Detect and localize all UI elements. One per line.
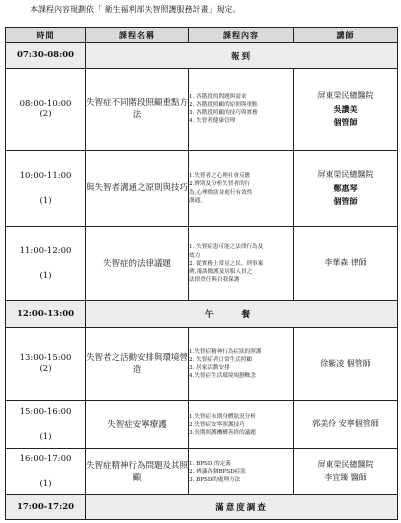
time-cell	[6, 68, 86, 150]
course-content	[189, 68, 294, 150]
table-row	[6, 150, 398, 227]
speaker-line: 郭美伶 安寧個管師	[312, 419, 379, 429]
content-line: 1. 各階段的問題與需求	[189, 94, 247, 101]
content-line: 2.辨別及分析失智者的行	[189, 181, 251, 188]
speaker-line: 徐紫凌 個管師	[320, 358, 371, 368]
content-line: 4. 失智者健康管理	[189, 118, 236, 125]
span-cell: 滿意度調查	[86, 495, 398, 520]
speaker-cell	[294, 227, 398, 301]
speaker-line: 李宜臻 醫師	[324, 472, 367, 482]
content-line: 例,淺談醫護及居服人員之	[189, 268, 253, 275]
content-line: 3. 各階段照顧的技巧與實務	[189, 110, 258, 117]
time-cell: 12:00-13:00	[6, 301, 86, 328]
course-content	[189, 449, 294, 495]
time-range: 15:00-16:00	[19, 407, 72, 418]
content-line: 1.失智症精神行為症狀的照護	[189, 348, 262, 355]
time-range: 10:00-11:00	[19, 170, 72, 181]
schedule-table	[5, 27, 398, 520]
content-line: 效力	[189, 252, 201, 259]
course-title: 失智症精神行為問題及其照顧	[86, 449, 189, 495]
time-cell	[6, 327, 86, 401]
speaker-line: 屏東榮民總醫院	[317, 170, 374, 180]
table-row	[6, 495, 398, 520]
course-title: 失智症的法律議題	[86, 227, 189, 301]
content-line: 1.失智者之心理社會反應	[189, 173, 251, 180]
course-content	[189, 227, 294, 301]
time-hours: (1)	[39, 478, 52, 489]
content-line: 1. BPSD 的定義	[189, 460, 231, 467]
span-cell: 報到	[86, 43, 398, 69]
table-row	[6, 449, 398, 495]
time-hours: (1)	[39, 431, 52, 442]
content-line: 2.失智症安寧照護技巧	[189, 421, 245, 428]
course-title: 失智者之活動安排與環境營造	[86, 327, 189, 401]
content-line: 法律責任與自我保護	[189, 276, 240, 283]
content-line: 2. 失智症者日常生活照顧	[189, 356, 253, 363]
content-line: 為,心理徵狀並進行有效性	[189, 189, 253, 196]
time-hours: (2)	[39, 363, 52, 374]
time-hours: (1)	[39, 270, 52, 281]
time-hours: (2)	[39, 109, 52, 120]
speaker-line: 屏東榮民總醫院	[317, 460, 374, 470]
content-line: 溝通。	[189, 197, 206, 204]
content-line: 1. 失智症患可能之法律行為及	[189, 244, 264, 251]
course-content	[189, 327, 294, 401]
speaker-line: 個管師	[333, 116, 358, 127]
speaker-line: 個管師	[333, 195, 358, 206]
table-row	[6, 301, 398, 328]
table-row	[6, 227, 398, 301]
speaker-line: 鄭惠琴	[333, 183, 358, 194]
header-speaker: 講師	[294, 28, 398, 43]
speaker-cell	[294, 68, 398, 150]
speaker-cell	[294, 401, 398, 449]
course-content	[189, 150, 294, 227]
speaker-cell	[294, 449, 398, 495]
table-header-row	[6, 28, 398, 43]
time-cell	[6, 401, 86, 449]
time-range: 11:00-12:00	[19, 246, 72, 257]
speaker-cell	[294, 327, 398, 401]
regulation-note: 本課程內容規劃依「 衛生福利部失智照護服務計畫」規定。	[30, 5, 241, 14]
content-line: 2. 各階段照顧的原則與重點	[189, 102, 258, 109]
table-row	[6, 68, 398, 150]
content-line: 2. 辨識各個BPSD症狀	[189, 468, 246, 475]
course-title: 失智症不同階段照顧重點方法	[86, 68, 189, 150]
time-cell	[6, 150, 86, 227]
time-hours: (1)	[39, 195, 52, 206]
time-range: 16:00-17:00	[19, 454, 72, 465]
time-range: 08:00-10:00	[19, 98, 72, 109]
time-cell: 07:30-08:00	[6, 43, 86, 69]
table-row	[6, 401, 398, 449]
course-title: 與失智者溝通之原則與技巧	[86, 150, 189, 227]
table-row	[6, 43, 398, 69]
table-row	[6, 327, 398, 401]
content-line: 3. BPSD的處理方法	[189, 476, 241, 483]
header-course: 課程名稱	[86, 28, 189, 43]
time-range: 13:00-15:00	[19, 353, 72, 364]
course-title: 失智症安寧療護	[86, 401, 189, 449]
speaker-cell	[294, 150, 398, 227]
header-content: 課程內容	[189, 28, 294, 43]
speaker-line: 屏東榮民總醫院	[317, 91, 374, 101]
time-cell	[6, 449, 86, 495]
speaker-line: 吳讚美	[333, 103, 358, 114]
span-cell: 午餐	[86, 301, 398, 328]
course-content	[189, 401, 294, 449]
content-line: 3.長期照護機構善終的議題	[189, 429, 256, 436]
content-line: 2. 從實務上常見之民、刑事案	[189, 260, 264, 267]
time-cell: 17:00-17:20	[6, 495, 86, 520]
speaker-line: 李華森 律師	[324, 258, 367, 268]
content-line: 3. 居家活動安排	[189, 364, 230, 371]
time-cell	[6, 227, 86, 301]
header-time: 時間	[6, 28, 86, 43]
content-line: 1.失智症末期身體狀況分析	[189, 413, 256, 420]
content-line: 4.失智症生活環境規劃概念	[189, 373, 256, 380]
